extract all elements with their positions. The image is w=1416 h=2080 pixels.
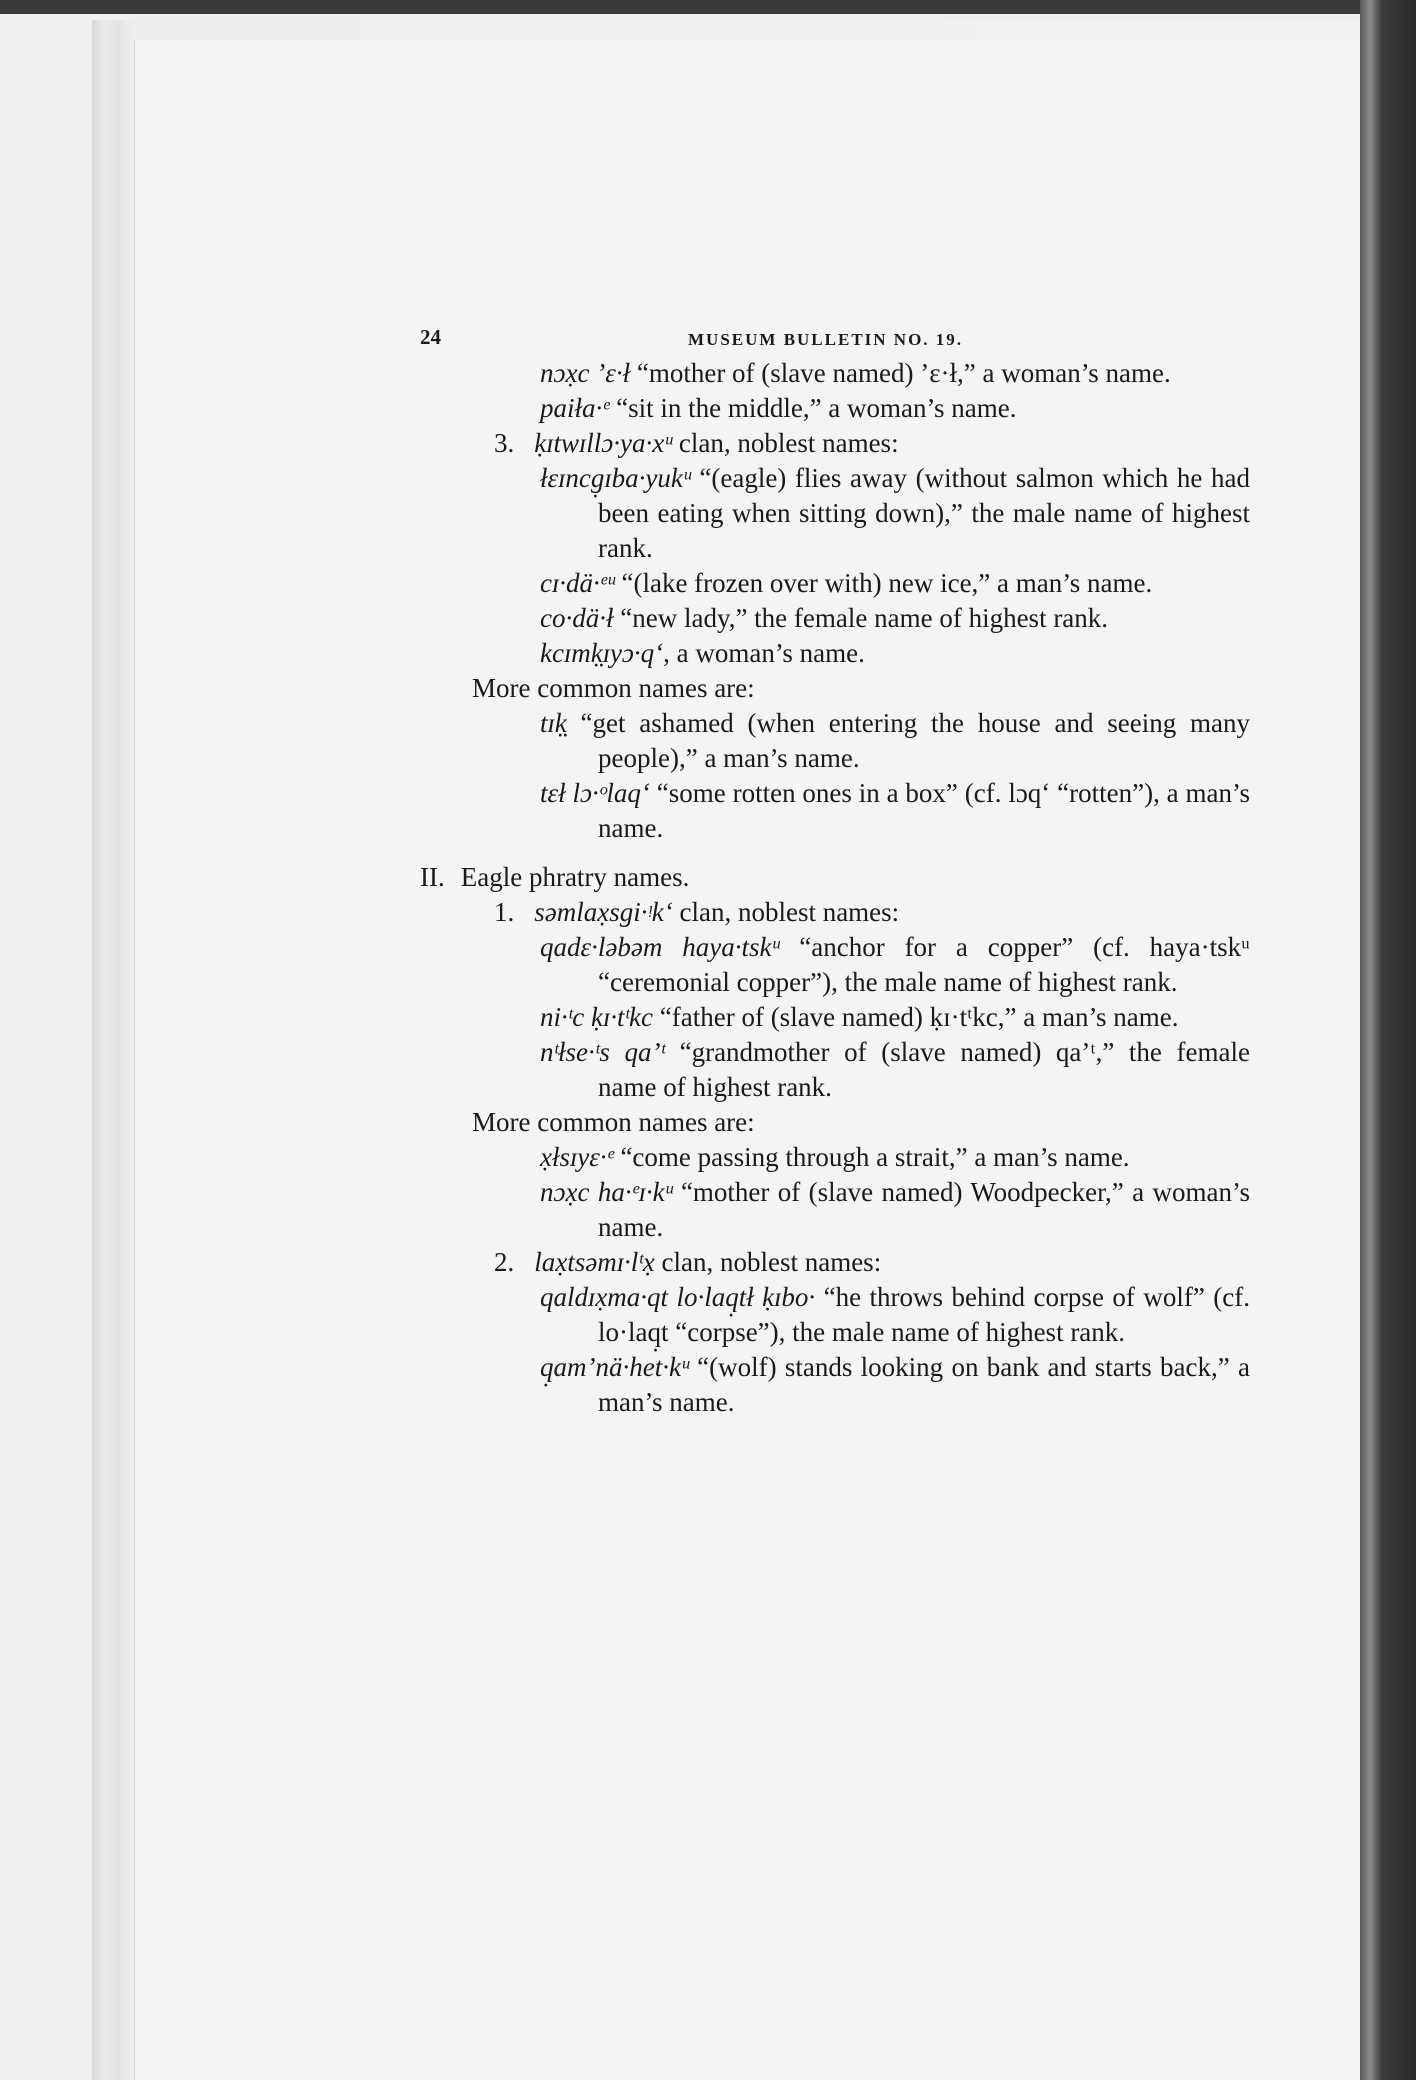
phratry-heading — [420, 860, 1250, 895]
gloss-text: “sit in the middle,” a woman’s name. — [609, 393, 1017, 423]
native-term: kcɪmḳ̣ɪyɔ·q‘ — [540, 638, 664, 668]
gloss-text: Eagle phratry names. — [460, 862, 690, 892]
gloss-text: “(eagle) flies away (without salmon which he had been eating when sitting down),” the male name of highest rank. — [598, 463, 1250, 563]
name-entry — [420, 776, 1250, 846]
native-term: co·dä·ł — [540, 603, 614, 633]
gloss-text: “(lake frozen over with) new ice,” a man’s name. — [614, 568, 1153, 598]
name-entry — [420, 461, 1250, 566]
native-term: lax̣tsəmɪ·lᵗx̣ — [534, 1247, 655, 1277]
native-term: nɔx̣c ’ɛ·ł — [540, 358, 631, 388]
name-entry — [420, 356, 1250, 391]
native-term: ni·ᵗc ḳɪ·tᵗkc — [540, 1002, 654, 1032]
clan-heading — [420, 1245, 1250, 1280]
native-term: nᵗłse·ᵗs qa’ᵗ — [540, 1037, 665, 1067]
gloss-text: “(wolf) stands looking on bank and starts back,” a man’s name. — [598, 1352, 1250, 1417]
entry-number: II. — [420, 862, 445, 892]
gloss-text: “some rotten ones in a box” (cf. lɔq‘ “rotten”), a man’s name. — [598, 778, 1250, 843]
native-term: paiła·ᵉ — [540, 393, 610, 423]
binding-shadow — [1360, 0, 1416, 2080]
native-term: qaldɪx̣ma·qt lo·laq̣tł ḳɪbo· — [540, 1282, 816, 1312]
native-term: ḳɪtwɪllɔ·ya·xᵘ — [534, 428, 673, 458]
page-number: 24 — [420, 325, 441, 349]
entry-number: 2. — [494, 1247, 515, 1277]
gloss-text: “mother of (slave named) ’ɛ·ł,” a woman’s name. — [630, 358, 1171, 388]
gloss-text: , a woman’s name. — [663, 638, 865, 668]
name-entry — [420, 636, 1250, 671]
entry-number: 1. — [494, 897, 515, 927]
entry-number: 3. — [494, 428, 515, 458]
name-entry — [420, 1000, 1250, 1035]
common-names-heading — [472, 1105, 1250, 1140]
name-entry — [420, 1035, 1250, 1105]
native-term: səmlax̣sgi·ᵎk‘ — [534, 897, 673, 927]
native-term: cɪ·dä·ᵉᵘ — [540, 568, 615, 598]
name-entry — [420, 1175, 1250, 1245]
gloss-text: “anchor for a copper” (cf. haya·tskᵘ “ceremonial copper”), the male name of highest rank. — [598, 932, 1250, 997]
clan-heading — [420, 426, 1250, 461]
name-entry — [420, 391, 1250, 426]
gloss-text: clan, noblest names: — [672, 428, 899, 458]
name-entry — [420, 1280, 1250, 1350]
native-term: q̣am’nä·het·kᵘ — [540, 1352, 689, 1382]
gloss-text: “father of (slave named) ḳɪ·tᵗkc,” a man’s name. — [653, 1002, 1179, 1032]
name-entry — [420, 566, 1250, 601]
gloss-text: More common names are: — [472, 673, 755, 703]
clan-heading — [420, 895, 1250, 930]
native-term: x̣łsɪyɛ·ᵉ — [540, 1142, 614, 1172]
native-term: łɛɪncg̣ɪba·yukᵘ — [540, 463, 691, 493]
name-entry — [420, 706, 1250, 776]
gloss-text: “mother of (slave named) Woodpecker,” a woman’s name. — [598, 1177, 1250, 1242]
header-title: MUSEUM BULLETIN NO. 19. — [688, 330, 964, 349]
page-text — [420, 316, 1250, 1420]
name-entry — [420, 1140, 1250, 1175]
gloss-text: “new lady,” the female name of highest rank. — [613, 603, 1109, 633]
gloss-text: More common names are: — [472, 1107, 755, 1137]
native-term: tɛł lɔ·ᵒlaq‘ — [540, 778, 650, 808]
gloss-text: clan, noblest names: — [672, 897, 900, 927]
native-term: qadɛ·ləbəm haya·tskᵘ — [540, 932, 780, 962]
native-term: tɪḳ̣ — [540, 708, 567, 738]
name-entry — [420, 601, 1250, 636]
gloss-text: “grandmother of (slave named) qa’ᵗ,” the female name of highest rank. — [598, 1037, 1250, 1102]
gloss-text: “get ashamed (when entering the house and seeing many people),” a man’s name. — [566, 708, 1250, 773]
gloss-text: clan, noblest names: — [654, 1247, 882, 1277]
content-body — [420, 356, 1250, 1420]
name-entry — [420, 930, 1250, 1000]
running-head — [420, 316, 1250, 356]
common-names-heading — [472, 671, 1250, 706]
gloss-text: “come passing through a strait,” a man’s name. — [613, 1142, 1130, 1172]
name-entry — [420, 1350, 1250, 1420]
gloss-text: “he throws behind corpse of wolf” (cf. lo·laq̣t “corpse”), the male name of highest rank. — [598, 1282, 1250, 1347]
native-term: nɔx̣c ha·ᵉɪ·kᵘ — [540, 1177, 673, 1207]
